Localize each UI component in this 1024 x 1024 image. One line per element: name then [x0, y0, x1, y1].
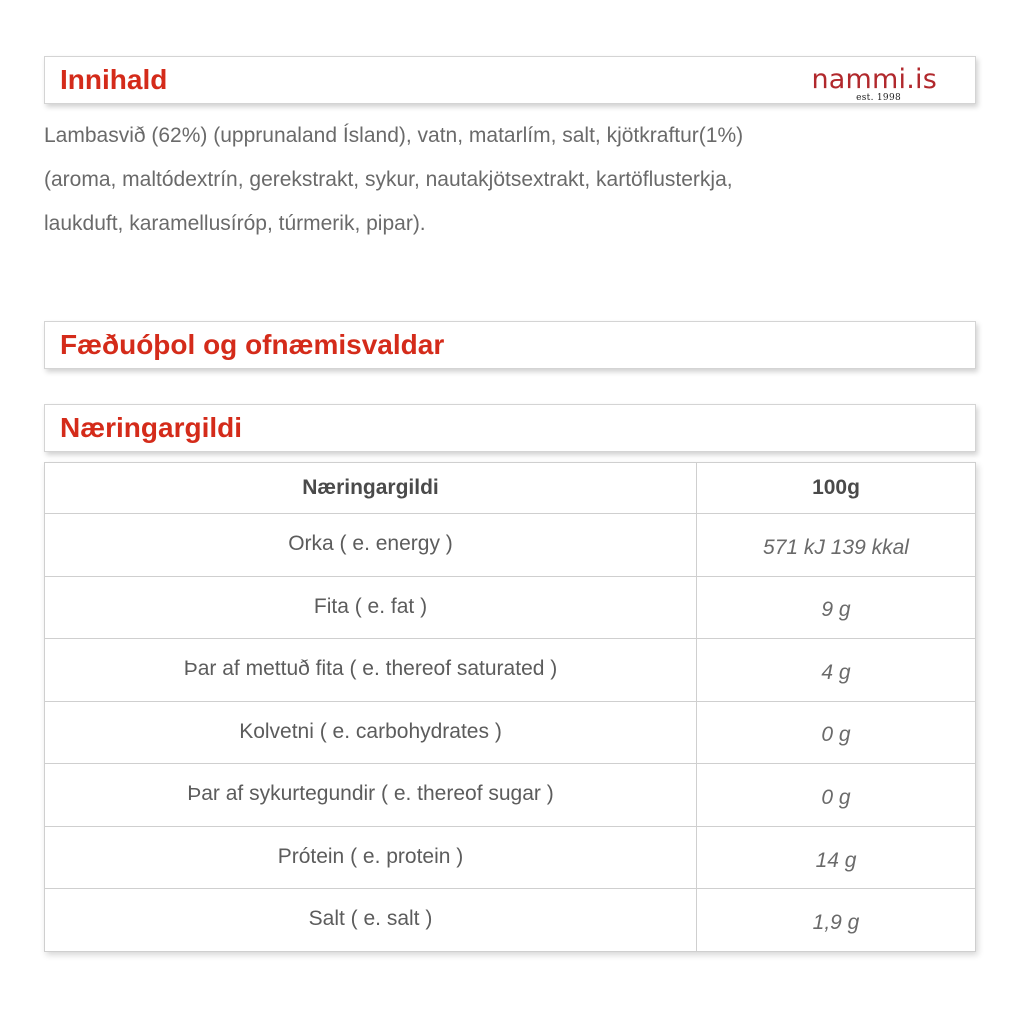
nutrient-label: Kolvetni ( e. carbohydrates ) — [45, 701, 697, 764]
table-row — [45, 514, 976, 577]
nutrition-header — [44, 404, 976, 452]
nutrient-value: 1,9 g — [697, 889, 976, 952]
nammi-logo — [811, 65, 937, 103]
nutrition-table — [44, 462, 976, 952]
table-row — [45, 576, 976, 639]
table-row — [45, 889, 976, 952]
nutrition-title: Næringargildi — [60, 412, 243, 443]
ingredients-text: Lambasvið (62%) (upprunaland Ísland), vatn, matarlím, salt, kjötkraftur(1%)(aroma, maltódextrín, gerekstrakt, sykur, nautakjötsextrakt, kartöflusterkja, laukduft, karamellusíróp, túrmerik, pipar). — [44, 124, 744, 235]
allergens-header — [44, 321, 976, 369]
nutrient-value: 0 g — [697, 701, 976, 764]
nutrient-value: 14 g — [697, 826, 976, 889]
nutrition-table-header-row — [45, 463, 976, 514]
ingredients-header — [44, 56, 976, 104]
allergens-title: Fæðuóþol og ofnæmisvaldar — [60, 329, 445, 360]
column-header-per-100g: 100g — [697, 463, 976, 514]
nutrient-label: Salt ( e. salt ) — [45, 889, 697, 952]
column-header-nutrient: Næringargildi — [45, 463, 697, 514]
logo-name: nammi.is — [811, 64, 937, 95]
table-row — [45, 826, 976, 889]
table-row — [45, 701, 976, 764]
nutrient-label: Prótein ( e. protein ) — [45, 826, 697, 889]
nutrient-value: 4 g — [697, 639, 976, 702]
ingredients-title: Innihald — [60, 64, 168, 95]
nutrient-label: Þar af mettuð fita ( e. thereof saturated ) — [45, 639, 697, 702]
nutrient-label: Fita ( e. fat ) — [45, 576, 697, 639]
nutrient-value: 0 g — [697, 764, 976, 827]
nutrient-label: Orka ( e. energy ) — [45, 514, 697, 577]
table-row — [45, 764, 976, 827]
nutrient-label: Þar af sykurtegundir ( e. thereof sugar ) — [45, 764, 697, 827]
table-row — [45, 639, 976, 702]
logo-tagline: est. 1998 — [856, 93, 901, 103]
nutrient-value: 571 kJ 139 kkal — [697, 514, 976, 577]
nutrient-value: 9 g — [697, 576, 976, 639]
